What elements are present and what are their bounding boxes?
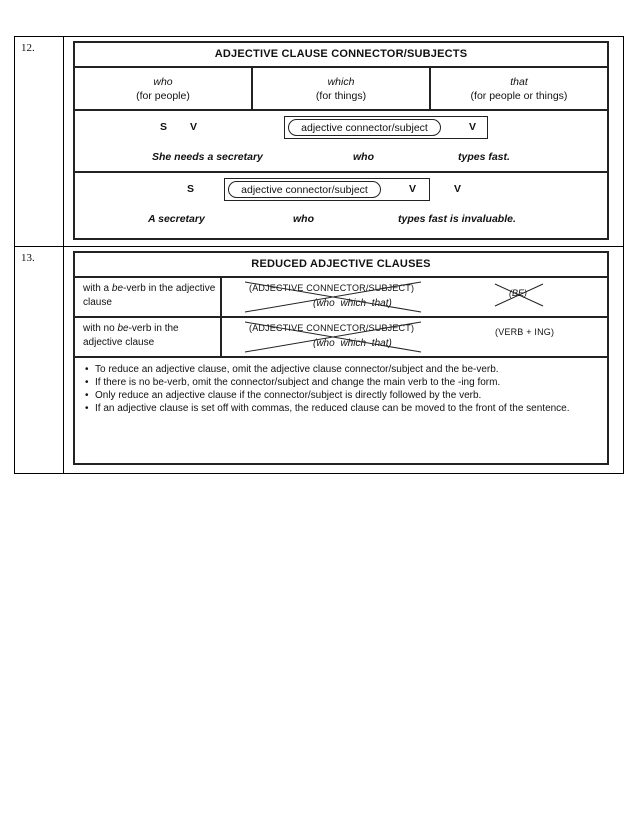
strike-cross	[493, 282, 545, 308]
result-form: (VERB + ING)	[495, 327, 555, 337]
label-text: with a	[83, 283, 112, 294]
struck-be: (BE)	[509, 288, 527, 298]
subject-marker: S	[160, 121, 168, 133]
connector-list	[75, 68, 607, 111]
example-sentence-connector: who	[353, 151, 374, 163]
example-sentence-connector: who	[293, 213, 314, 225]
rule-item: • If there is no be-verb, omit the connector/subject and change the main verb to the -ing form.	[85, 376, 597, 389]
be-verb-row	[75, 278, 607, 318]
label-text: -verb in the adjective clause	[83, 323, 179, 348]
row-label	[83, 282, 217, 310]
connector-word: who	[153, 76, 173, 88]
subject-marker: S	[187, 183, 195, 195]
verb-marker: V	[454, 183, 462, 195]
connector-note: (for people or things)	[470, 90, 568, 102]
struck-connector: (ADJECTIVE CONNECTOR/SUBJECT)	[249, 323, 415, 333]
connector-that	[429, 68, 607, 109]
column-divider	[220, 278, 222, 316]
struck-words: (who which that)	[313, 338, 392, 349]
connector-pill: adjective connector/subject	[228, 181, 381, 198]
example-sentence-part: A secretary	[148, 213, 205, 225]
connector-which	[251, 68, 429, 109]
example-sentence-part: types fast.	[458, 151, 510, 163]
connector-pill: adjective connector/subject	[288, 119, 441, 136]
rule-item: • To reduce an adjective clause, omit the adjective clause connector/subject and the be-verb.	[85, 363, 597, 376]
example-two	[75, 173, 607, 236]
row-content	[64, 247, 623, 473]
connector-word: which	[327, 76, 355, 88]
verb-marker: V	[409, 183, 417, 195]
row-number: 13.	[15, 247, 64, 473]
struck-connector: (ADJECTIVE CONNECTOR/SUBJECT)	[249, 283, 415, 293]
rules-list	[75, 358, 607, 415]
label-text: with no	[83, 323, 118, 334]
verb-marker: V	[469, 121, 477, 133]
example-sentence-part: She needs a secretary	[152, 151, 263, 163]
connector-note: (for people)	[136, 90, 190, 102]
row-number: 12.	[15, 37, 64, 246]
connector-who	[75, 68, 251, 109]
label-be: be	[111, 283, 124, 294]
no-be-verb-row	[75, 318, 607, 358]
struck-words: (who which that)	[313, 298, 392, 309]
example-sentence-part: types fast is invaluable.	[398, 213, 516, 225]
row-content	[64, 37, 623, 246]
label-text: -verb in the adjective clause	[83, 283, 216, 308]
strike-cross	[243, 280, 423, 314]
example-one	[75, 111, 607, 173]
column-divider	[220, 318, 222, 356]
figure-title: REDUCED ADJECTIVE CLAUSES	[75, 253, 607, 278]
table-row	[15, 37, 623, 247]
connector-word: that	[510, 76, 528, 88]
verb-marker: V	[190, 121, 198, 133]
document-table	[14, 36, 624, 474]
strike-cross	[243, 320, 423, 354]
rule-item: • If an adjective clause is set off with commas, the reduced clause can be moved to the front of the sentence.	[85, 402, 597, 415]
row-label	[83, 322, 217, 350]
figure-title: ADJECTIVE CLAUSE CONNECTOR/SUBJECTS	[75, 43, 607, 68]
connector-subjects-figure	[73, 41, 609, 240]
reduced-clauses-figure	[73, 251, 609, 465]
connector-note: (for things)	[315, 90, 367, 102]
label-be: be	[117, 323, 129, 334]
rule-item: • Only reduce an adjective clause if the connector/subject is directly followed by the verb.	[85, 389, 597, 402]
table-row	[15, 247, 623, 473]
